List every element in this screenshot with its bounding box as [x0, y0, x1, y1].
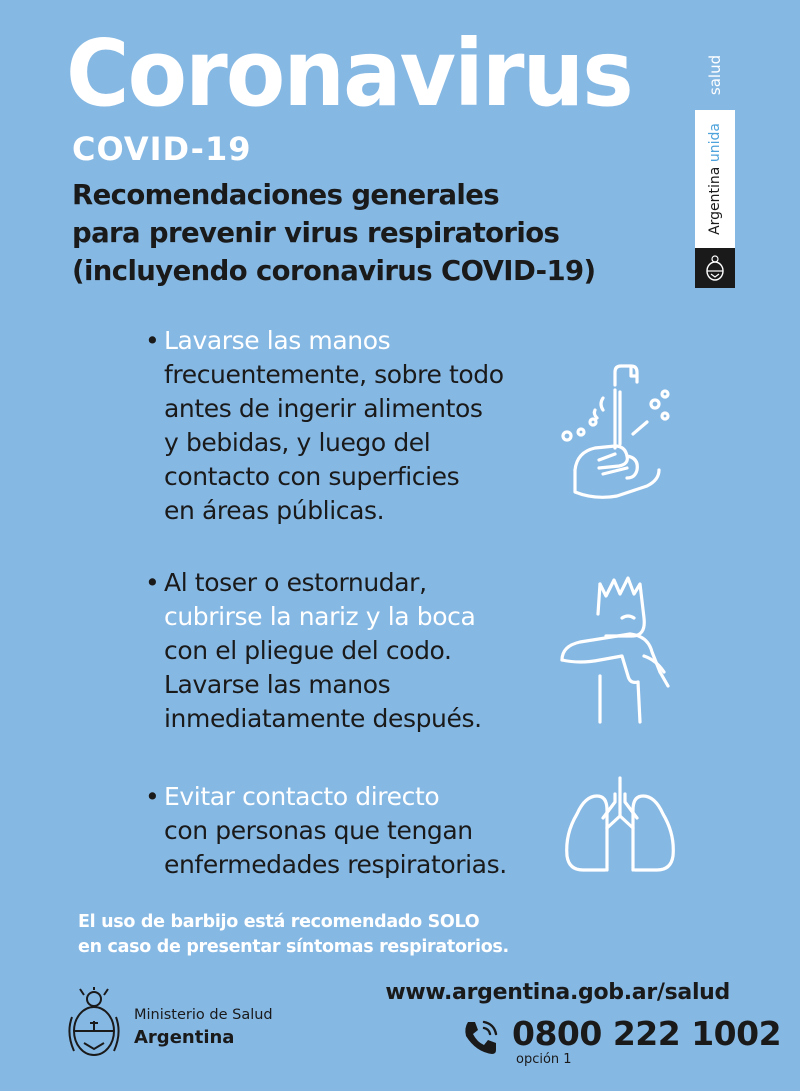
coat-of-arms-icon: [66, 987, 122, 1063]
brand-unida-label: unida: [707, 123, 724, 163]
headline-line: Recomendaciones generales: [72, 179, 500, 211]
recommendation-line: contacto con superficies: [164, 462, 460, 491]
recommendation-highlight: Evitar contacto directo: [164, 782, 440, 811]
recommendation-line: con personas que tengan: [164, 816, 473, 845]
phone-option: opción 1: [516, 1052, 572, 1067]
bullet: •: [145, 782, 160, 811]
recommendation-line: Al toser o estornudar,: [164, 568, 427, 597]
mask-notice: [78, 910, 638, 960]
page-subtitle: COVID-19: [72, 130, 252, 168]
recommendation-handwashing: [145, 324, 565, 528]
brand-argentina-unida: [695, 110, 735, 248]
phone-icon: [460, 1016, 502, 1058]
phone-number[interactable]: 0800 222 1002: [512, 1014, 782, 1053]
recommendation-line: con el pliegue del codo.: [164, 636, 452, 665]
cough-elbow-icon: [560, 576, 680, 726]
bullet: •: [145, 326, 160, 355]
bullet: •: [145, 568, 160, 597]
recommendation-avoid-contact: [145, 780, 565, 882]
brand-salud-label: salud: [706, 54, 725, 96]
handwashing-icon: [555, 360, 685, 510]
notice-line: El uso de barbijo está recomendado SOLO: [78, 912, 480, 932]
recommendation-line: frecuentemente, sobre todo: [164, 360, 504, 389]
recommendation-line: y bebidas, y luego del: [164, 428, 431, 457]
lungs-icon: [563, 774, 678, 874]
ministry-logo: [64, 985, 324, 1065]
recommendation-line: antes de ingerir alimentos: [164, 394, 483, 423]
page-title: Coronavirus: [66, 20, 632, 127]
recommendation-line: inmediatamente después.: [164, 704, 482, 733]
recommendation-line: en áreas públicas.: [164, 496, 385, 525]
brand-argentina-label: Argentina: [707, 166, 724, 235]
brand-salud: [695, 40, 735, 110]
brand-strip: [695, 40, 735, 288]
ministry-country: Argentina: [134, 1027, 235, 1048]
recommendation-highlight: cubrirse la nariz y la boca: [164, 602, 476, 631]
coat-of-arms-icon: [703, 254, 727, 282]
headline: [72, 176, 672, 290]
brand-emblem: [695, 248, 735, 288]
ministry-name: Ministerio de Salud: [134, 1007, 273, 1023]
brand-argentina-unida-label: [707, 123, 723, 235]
recommendation-line: enfermedades respiratorias.: [164, 850, 507, 879]
notice-line: en caso de presentar síntomas respiratorios.: [78, 937, 509, 957]
recommendation-highlight: Lavarse las manos: [164, 326, 391, 355]
headline-line: (incluyendo coronavirus COVID-19): [72, 255, 596, 287]
headline-line: para prevenir virus respiratorios: [72, 217, 560, 249]
recommendation-cough: [145, 566, 565, 736]
recommendation-line: Lavarse las manos: [164, 670, 391, 699]
website-link[interactable]: www.argentina.gob.ar/salud: [385, 980, 730, 1005]
